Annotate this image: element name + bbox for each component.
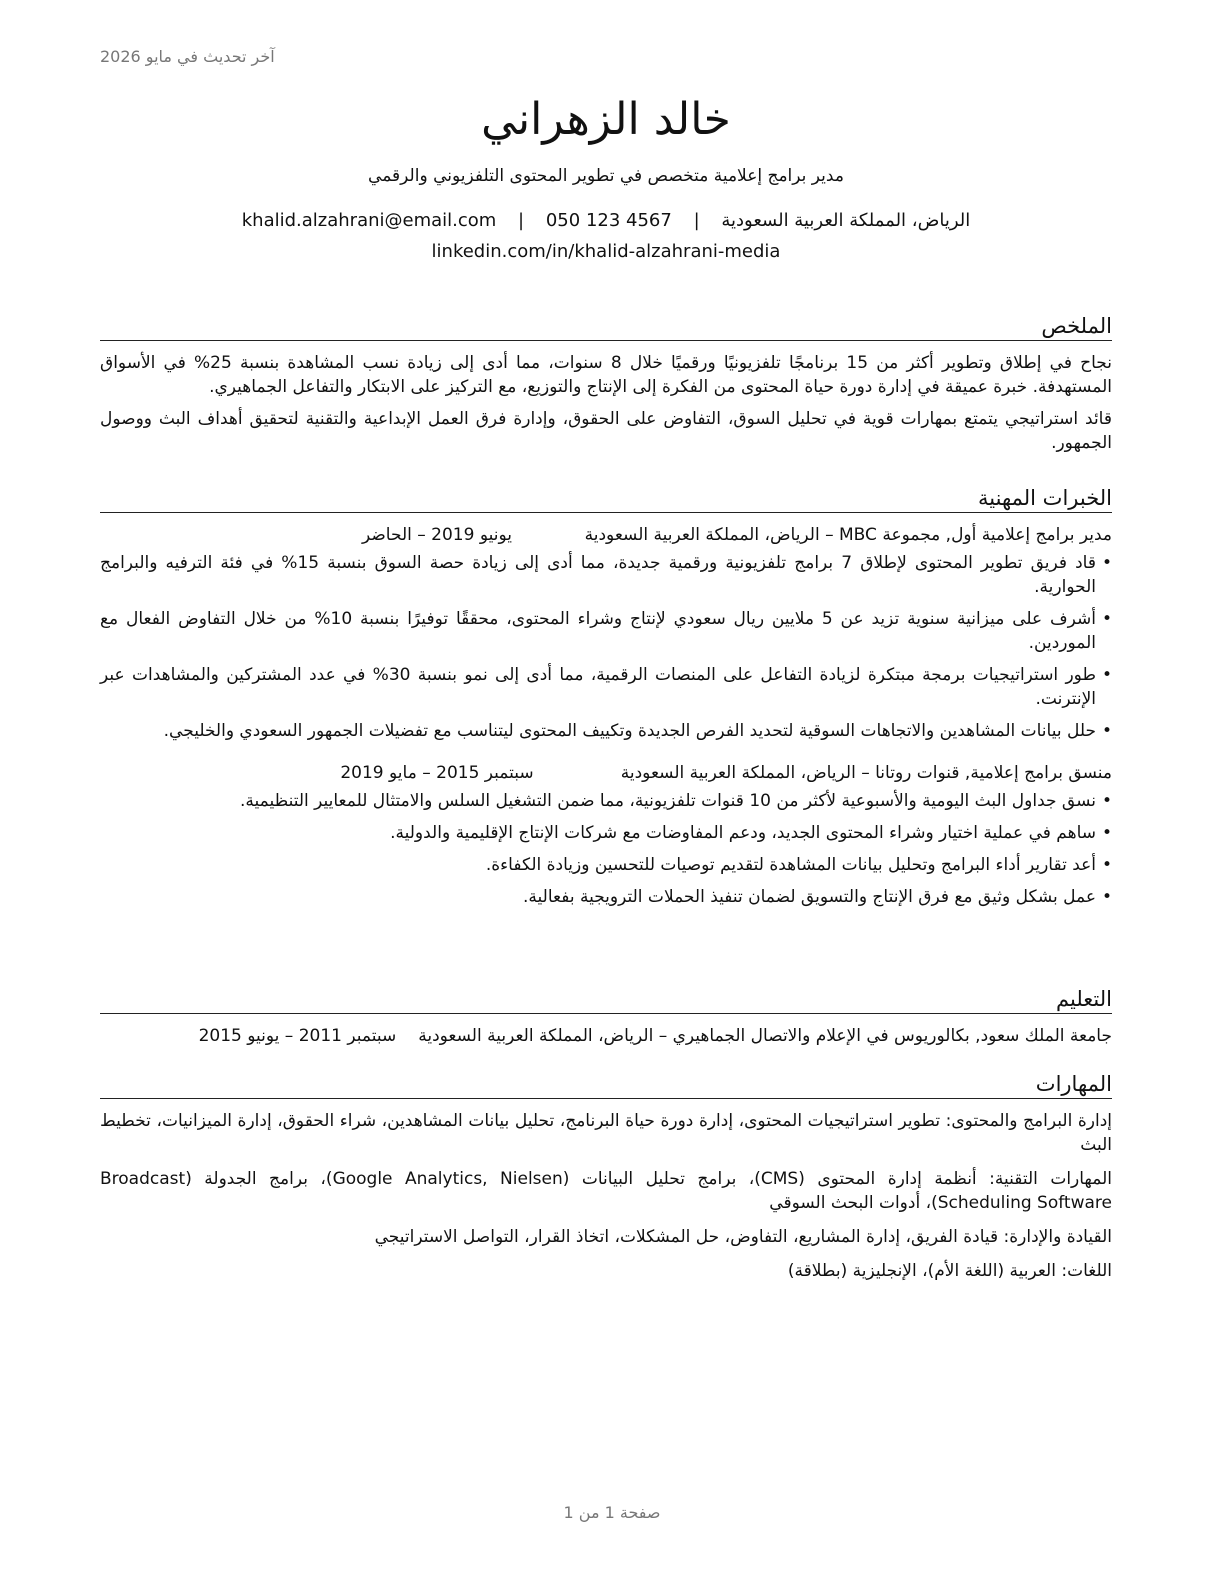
resume-header: [100, 92, 1112, 262]
job-header: [100, 761, 1112, 785]
skill-line: المهارات التقنية: أنظمة إدارة المحتوى (CMS)، برامج تحليل البيانات (Google Analytics, Nielsen)، برامج الجدولة (Broadcast Scheduling Software)، أدوات البحث السوقي: [100, 1169, 1113, 1213]
job-dates: يونيو 2019 – الحاضر: [361, 525, 512, 545]
job-bullet: • ساهم في عملية اختيار وشراء المحتوى الجديد، ودعم المفاوضات مع شركات الإنتاج الإقليمية والدولية.: [100, 821, 1112, 845]
skill-line: القيادة والإدارة: قيادة الفريق، إدارة المشاريع، التفاوض، حل المشكلات، اتخاذ القرار، التواصل الاستراتيجي: [374, 1227, 1112, 1247]
contact-location: الرياض، المملكة العربية السعودية: [721, 210, 971, 231]
candidate-tagline: مدير برامج إعلامية متخصص في تطوير المحتوى التلفزيوني والرقمي: [368, 166, 844, 186]
skill-line: اللغات: العربية (اللغة الأم)، الإنجليزية (بطلاقة): [787, 1261, 1112, 1281]
contact-line: [100, 210, 1112, 231]
contact-email[interactable]: khalid.alzahrani@email.com: [241, 210, 497, 231]
job-bullet: • أعد تقارير أداء البرامج وتحليل بيانات المشاهدة لتقديم توصيات للتحسين وزيادة الكفاءة.: [100, 853, 1112, 877]
summary-paragraph: قائد استراتيجي يتمتع بمهارات قوية في تحليل السوق، التفاوض على الحقوق، وإدارة فرق العمل الإبداعية والتقنية لتحقيق أهداف البث ووصول الجمهور.: [100, 409, 1112, 453]
skill-line: إدارة البرامج والمحتوى: تطوير استراتيجيات المحتوى، إدارة دورة حياة البرنامج، تحليل بيانات المشاهدين، شراء الحقوق، إدارة الميزانيات، تخطيط البث: [100, 1111, 1112, 1155]
job-bullet: • قاد فريق تطوير المحتوى لإطلاق 7 برامج تلفزيونية ورقمية جديدة، مما أدى إلى زيادة حصة السوق بنسبة 15% في فئة الترفيه والبرامج الحوارية.: [100, 551, 1112, 599]
education-entry: [100, 1024, 1112, 1048]
contact-separator: |: [518, 210, 525, 231]
contact-linkedin[interactable]: linkedin.com/in/khalid-alzahrani-media: [431, 241, 781, 262]
page-number: صفحة 1 من 1: [563, 1503, 661, 1522]
job-bullet: • عمل بشكل وثيق مع فرق الإنتاج والتسويق لضمان تنفيذ الحملات الترويجية بفعالية.: [100, 885, 1112, 909]
summary-section: [100, 312, 1112, 463]
education-dates: سبتمبر 2011 – يونيو 2015: [198, 1026, 397, 1046]
job-bullet: • نسق جداول البث اليومية والأسبوعية لأكثر من 10 قنوات تلفزيونية، مما ضمن التشغيل السلس والامتثال للمعايير التنظيمية.: [100, 789, 1112, 813]
education-section: [100, 985, 1112, 1048]
job-bullets: [100, 551, 1112, 743]
candidate-name: خالد الزهراني: [481, 94, 731, 145]
experience-title: الخبرات المهنية: [100, 484, 1112, 513]
contact-separator: |: [693, 210, 700, 231]
job-entry: [100, 523, 1112, 743]
education-title: التعليم: [100, 985, 1112, 1014]
job-bullet: • أشرف على ميزانية سنوية تزيد عن 5 ملايين ريال سعودي لإنتاج وشراء المحتوى، محققًا توفيرًا بنسبة 10% من خلال التفاوض الفعال مع الموردين.: [100, 607, 1112, 655]
job-bullet: • طور استراتيجيات برمجة مبتكرة لزيادة التفاعل على المنصات الرقمية، مما أدى إلى نمو بنسبة 30% في عدد المشتركين والمشاهدات عبر الإنترنت.: [100, 663, 1112, 711]
education-school: جامعة الملك سعود, بكالوريوس في الإعلام والاتصال الجماهيري – الرياض، المملكة العربية السعودية: [418, 1026, 1112, 1046]
resume-page: [100, 0, 1112, 1584]
job-role: مدير برامج إعلامية أول, مجموعة MBC – الرياض، المملكة العربية السعودية: [584, 525, 1112, 545]
job-dates: سبتمبر 2015 – مايو 2019: [340, 763, 534, 783]
experience-section: [100, 484, 1112, 917]
job-header: [100, 523, 1112, 547]
job-role: منسق برامج إعلامية, قنوات روتانا – الرياض، المملكة العربية السعودية: [620, 763, 1112, 783]
job-bullets: [100, 789, 1112, 909]
job-bullet: • حلل بيانات المشاهدين والاتجاهات السوقية لتحديد الفرص الجديدة وتكييف المحتوى ليتناسب مع تفضيلات الجمهور السعودي والخليجي.: [100, 719, 1112, 743]
summary-paragraph: نجاح في إطلاق وتطوير أكثر من 15 برنامجًا تلفزيونيًا ورقميًا خلال 8 سنوات، مما أدى إلى زيادة نسب المشاهدة بنسبة 25% في الأسواق المستهدفة. خبرة عميقة في إدارة دورة حياة المحتوى من الفكرة إلى الإنتاج والتوزيع، مع التركيز على الابتكار والتفاعل الجماهيري.: [100, 353, 1112, 397]
last-updated-note: آخر تحديث في مايو 2026: [100, 47, 275, 66]
summary-title: الملخص: [100, 312, 1112, 341]
skills-section: [100, 1070, 1112, 1293]
contact-phone: 050 123 4567: [545, 210, 672, 231]
job-entry: [100, 761, 1112, 909]
skills-title: المهارات: [100, 1070, 1112, 1099]
